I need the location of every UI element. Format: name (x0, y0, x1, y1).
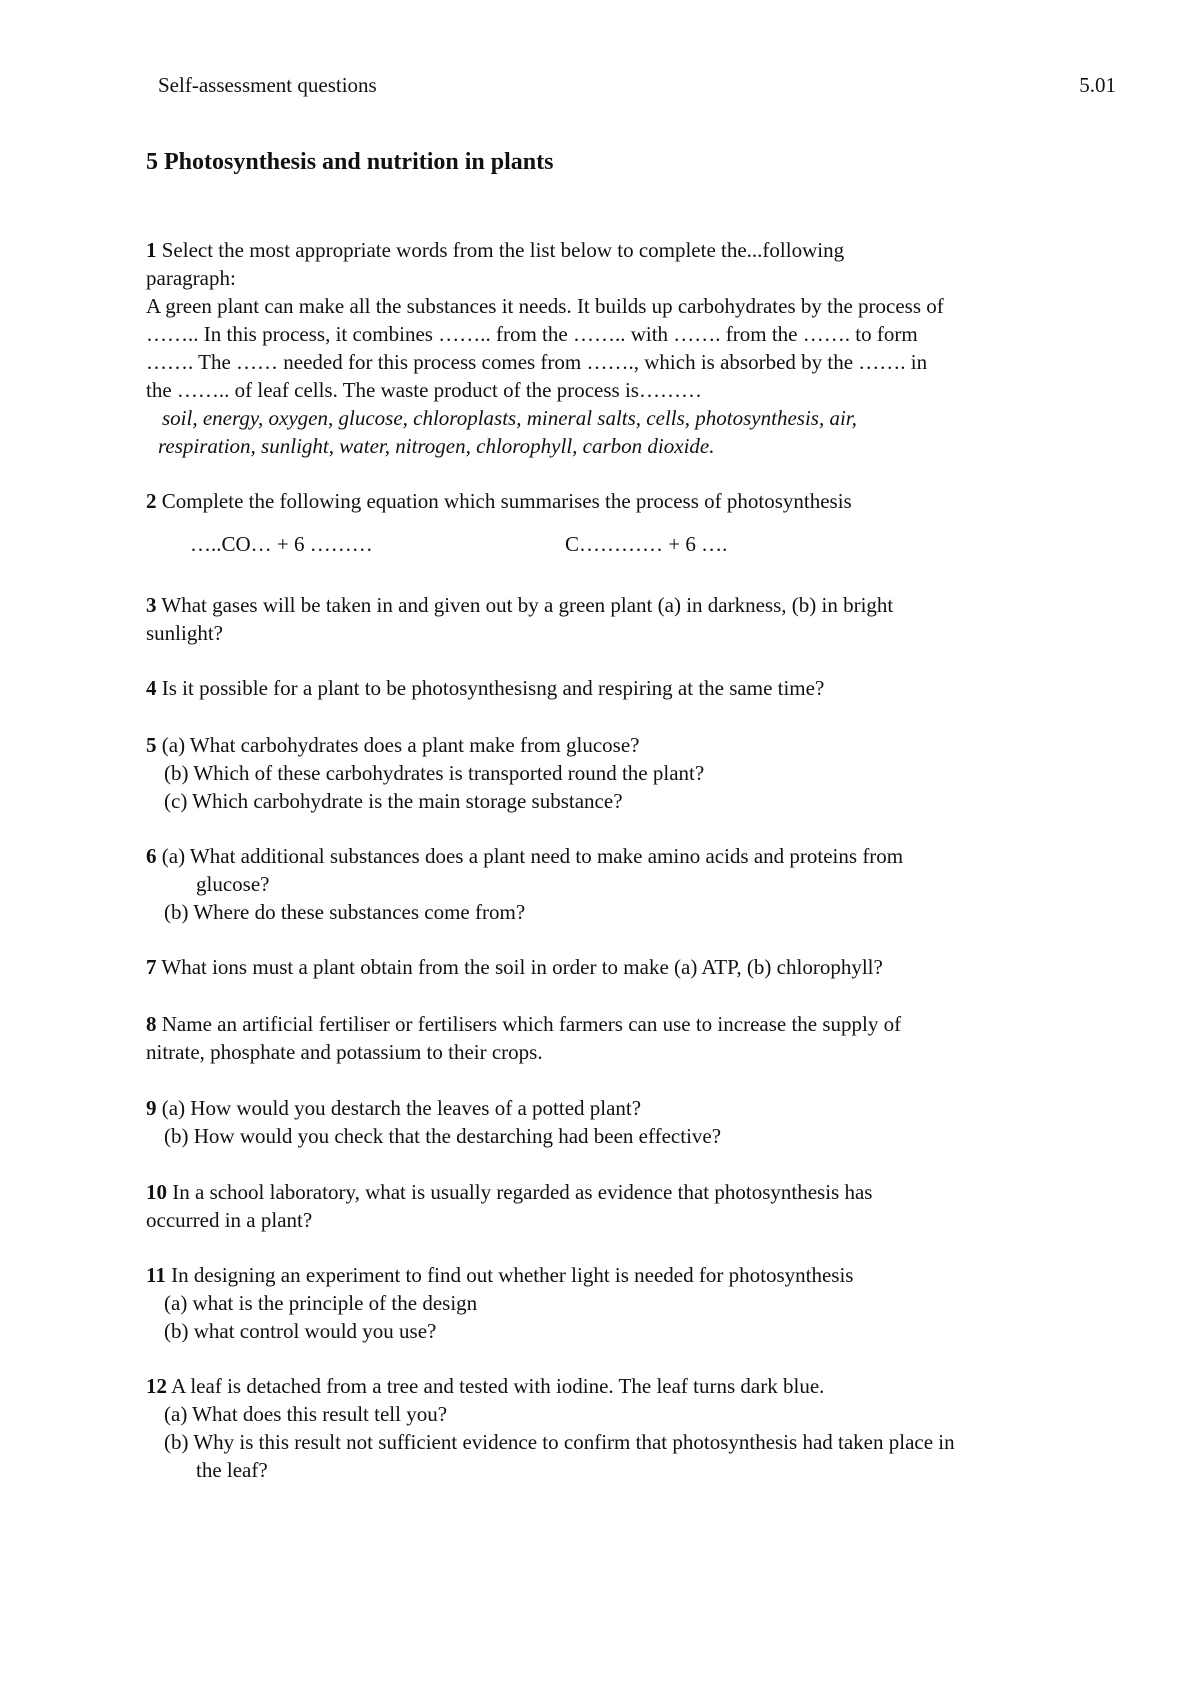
question-part-b: (b) Why is this result not sufficient evidence to confirm that photosynthesis had taken place in (164, 1430, 955, 1454)
question-number: 8 (146, 1012, 157, 1036)
question-number: 10 (146, 1180, 167, 1204)
question-10 (146, 1178, 1106, 1234)
question-part-b: (b) Where do these substances come from? (164, 900, 526, 924)
question-text: What ions must a plant obtain from the soil in order to make (a) ATP, (b) chlorophyll? (156, 955, 883, 979)
equation-left: …..CO… + 6 ……… (190, 532, 373, 556)
question-part-b: (b) Which of these carbohydrates is transported round the plant? (164, 761, 705, 785)
word-list: respiration, sunlight, water, nitrogen, chlorophyll, carbon dioxide. (158, 434, 715, 458)
question-5 (146, 731, 1106, 815)
header-page-number: 5.01 (1079, 73, 1116, 97)
header-left: Self-assessment questions (158, 73, 377, 97)
question-7 (146, 953, 1106, 981)
question-number: 12 (146, 1374, 167, 1398)
equation (146, 530, 1106, 558)
question-text: occurred in a plant? (146, 1208, 313, 1232)
question-text: sunlight? (146, 621, 223, 645)
question-part-a-continued: glucose? (196, 872, 270, 896)
question-text: …….. In this process, it combines …….. from the …….. with ……. from the ……. to form (146, 322, 918, 346)
question-text: Complete the following equation which summarises the process of photosynthesis (156, 489, 852, 513)
question-part-b: (b) what control would you use? (164, 1319, 437, 1343)
question-part-c: (c) Which carbohydrate is the main storage substance? (164, 789, 623, 813)
question-8 (146, 1010, 1106, 1066)
question-part-a: (a) What additional substances does a plant need to make amino acids and proteins from (156, 844, 904, 868)
question-11 (146, 1261, 1106, 1345)
question-part-a: (a) What carbohydrates does a plant make from glucose? (156, 733, 640, 757)
question-6 (146, 842, 1106, 926)
question-number: 4 (146, 676, 157, 700)
question-part-a: (a) what is the principle of the design (164, 1291, 478, 1315)
question-3 (146, 591, 1106, 647)
question-part-b: (b) How would you check that the destarching had been effective? (164, 1124, 722, 1148)
question-number: 5 (146, 733, 157, 757)
question-number: 3 (146, 593, 157, 617)
page-title: 5 Photosynthesis and nutrition in plants (146, 149, 554, 175)
question-2 (146, 487, 1106, 558)
question-4 (146, 674, 1106, 702)
question-text: Name an artificial fertiliser or fertilisers which farmers can use to increase the supply of (156, 1012, 902, 1036)
question-number: 6 (146, 844, 157, 868)
question-part-a: (a) How would you destarch the leaves of a potted plant? (156, 1096, 642, 1120)
question-number: 11 (146, 1263, 166, 1287)
page-header (158, 71, 1116, 99)
question-text: Is it possible for a plant to be photosynthesisng and respiring at the same time? (156, 676, 825, 700)
question-number: 7 (146, 955, 157, 979)
question-12 (146, 1372, 1106, 1484)
equation-right: C………… + 6 …. (565, 532, 728, 556)
word-list: soil, energy, oxygen, glucose, chloroplasts, mineral salts, cells, photosynthesis, air, (162, 406, 857, 430)
question-part-b-continued: the leaf? (196, 1458, 268, 1482)
question-text: ……. The …… needed for this process comes from ……., which is absorbed by the ……. in (146, 350, 928, 374)
question-number: 9 (146, 1096, 157, 1120)
question-text: In designing an experiment to find out whether light is needed for photosynthesis (165, 1263, 854, 1287)
question-text: A leaf is detached from a tree and tested with iodine. The leaf turns dark blue. (167, 1374, 825, 1398)
question-text: nitrate, phosphate and potassium to their crops. (146, 1040, 543, 1064)
question-number: 1 (146, 238, 157, 262)
question-text: In a school laboratory, what is usually regarded as evidence that photosynthesis has (167, 1180, 873, 1204)
question-1 (146, 236, 1106, 460)
question-number: 2 (146, 489, 157, 513)
worksheet-page (146, 0, 1116, 1696)
question-text: paragraph: (146, 266, 236, 290)
question-text: Select the most appropriate words from the list below to complete the...following (156, 238, 845, 262)
question-9 (146, 1094, 1106, 1150)
question-text: the …….. of leaf cells. The waste product of the process is……… (146, 378, 702, 402)
question-text: A green plant can make all the substances it needs. It builds up carbohydrates by the process of (146, 294, 944, 318)
question-part-a: (a) What does this result tell you? (164, 1402, 448, 1426)
question-text: What gases will be taken in and given out by a green plant (a) in darkness, (b) in bright (156, 593, 894, 617)
